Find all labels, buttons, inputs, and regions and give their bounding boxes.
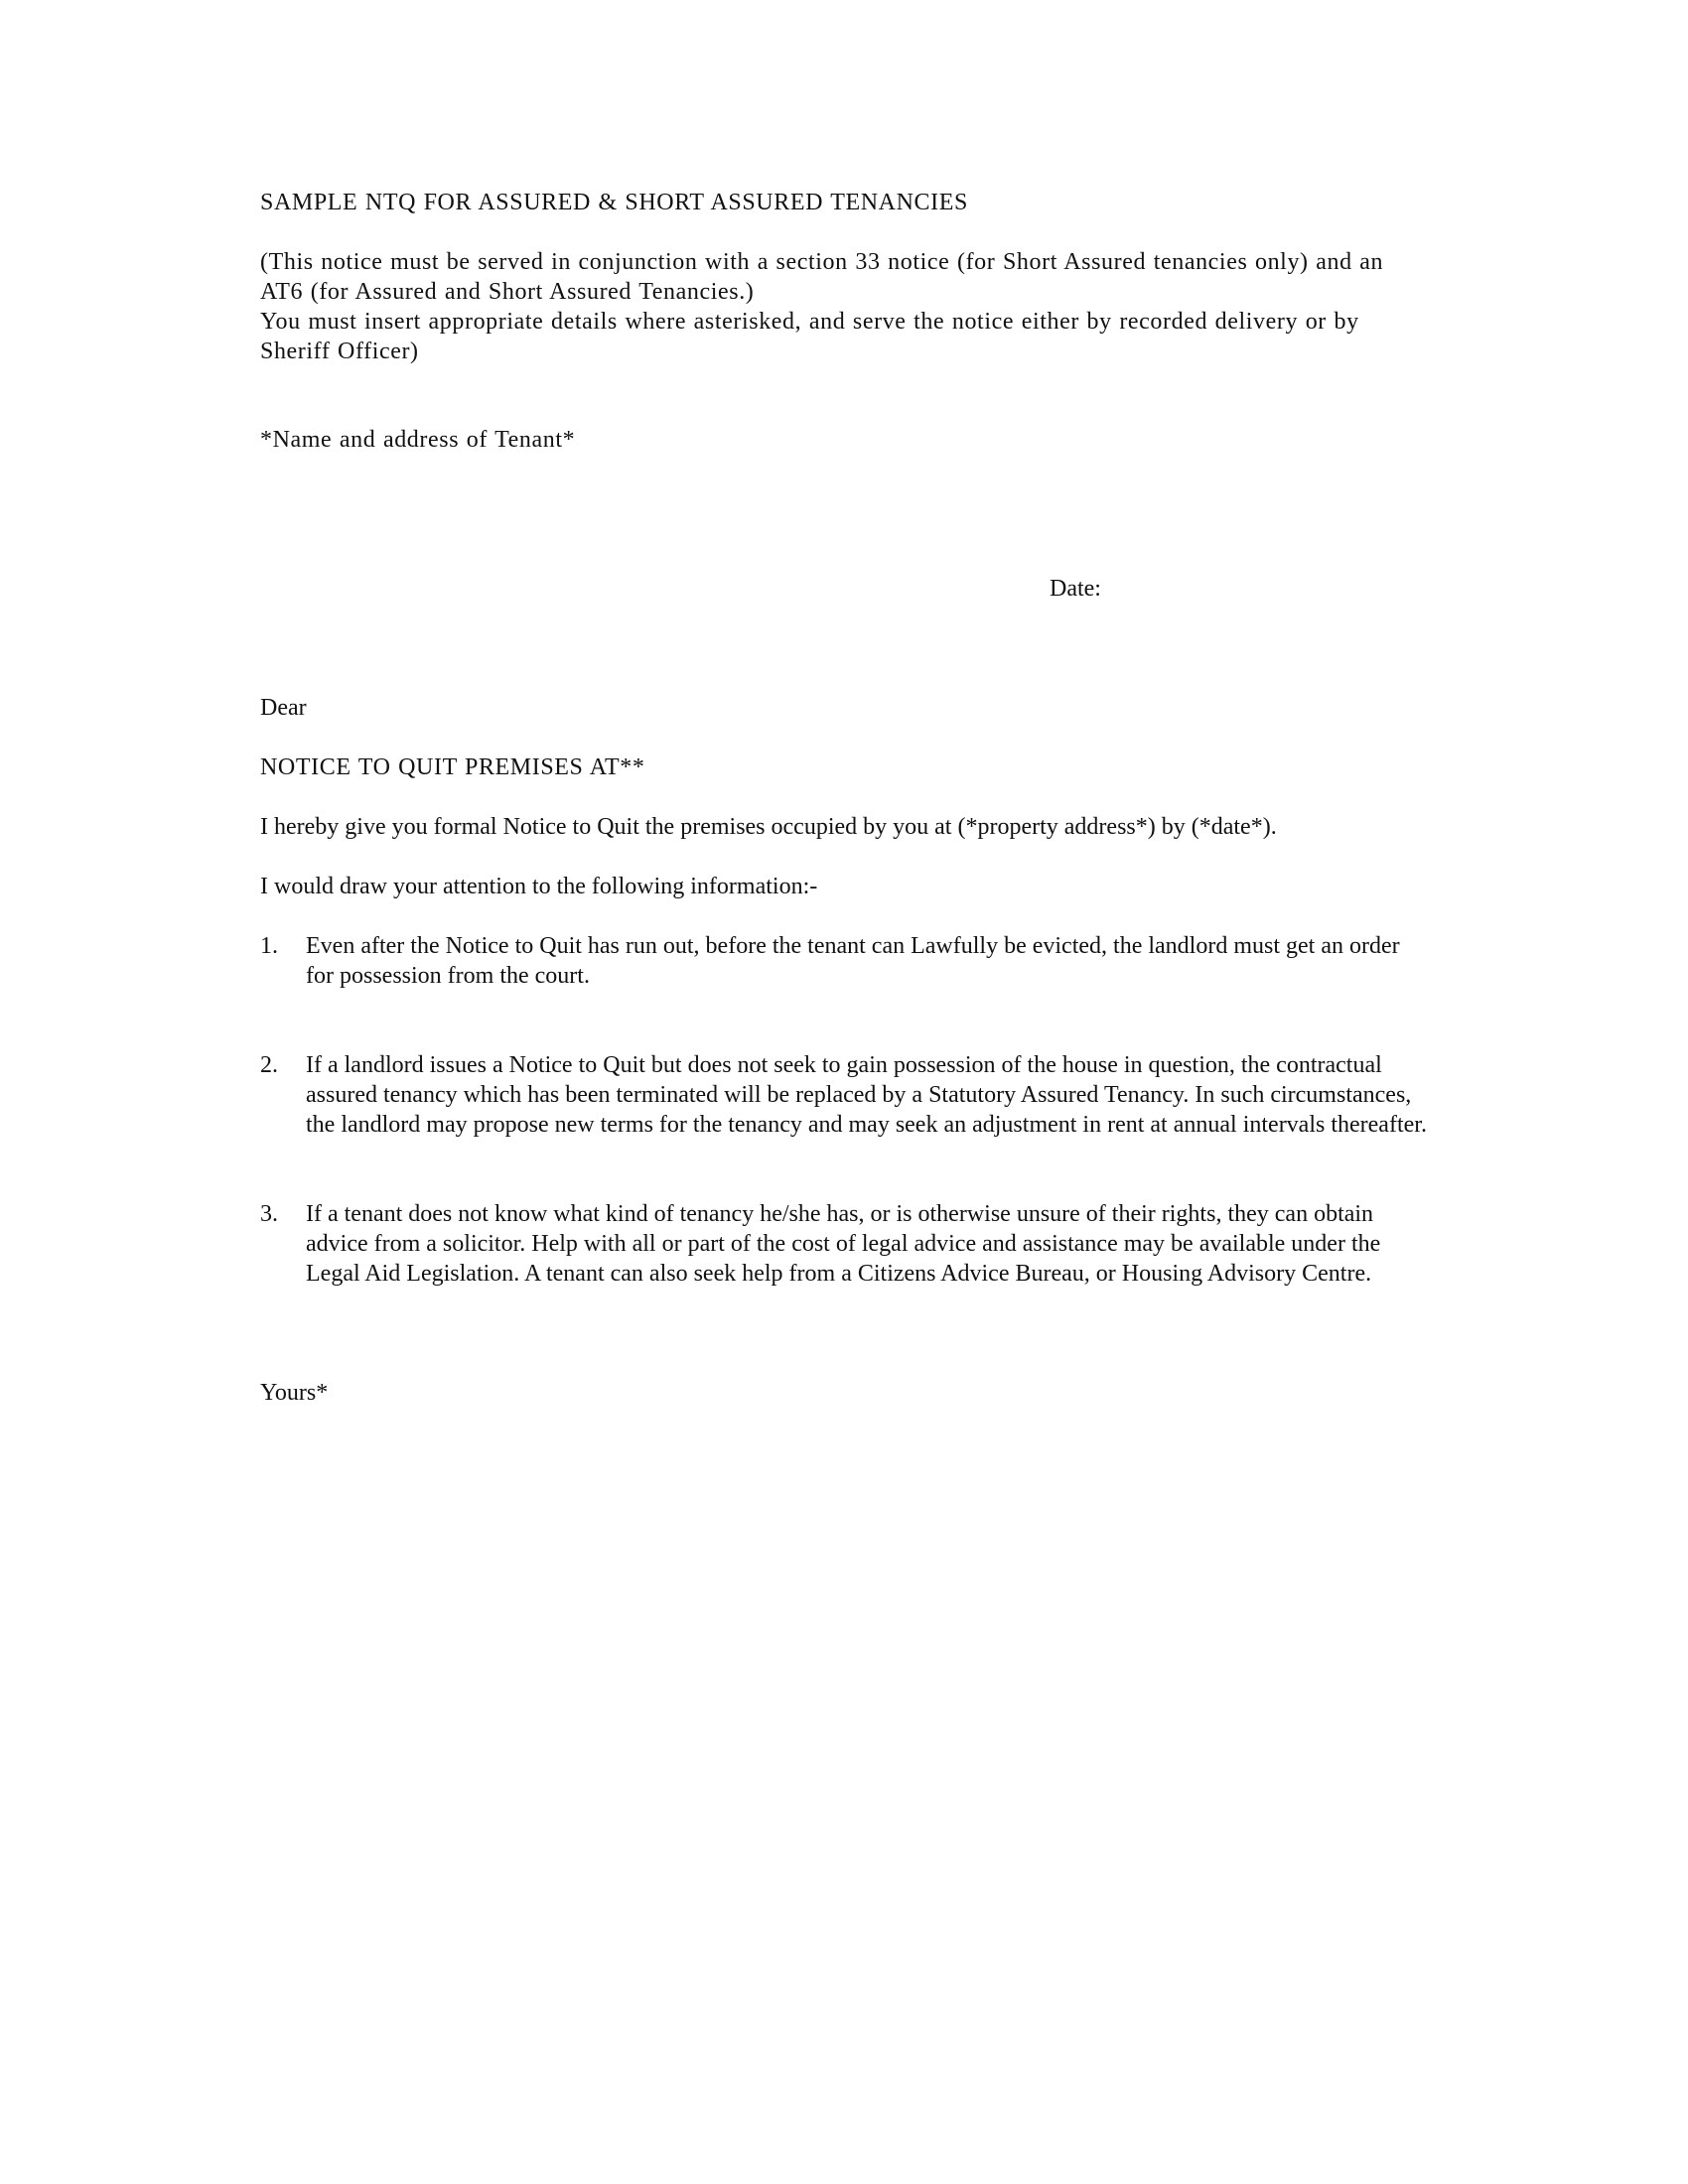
instructions-line-1: (This notice must be served in conjunction with a section 33 notice (for Short Assured tenancies only) and an AT6 (for Assured and Short Assured Tenancies.) <box>260 249 1384 305</box>
salutation: Dear <box>260 695 307 721</box>
notice-heading: NOTICE TO QUIT PREMISES AT** <box>260 754 645 780</box>
date-label: Date: <box>1050 576 1101 602</box>
list-item-number: 1. <box>260 933 278 959</box>
list-item <box>260 1199 1432 1289</box>
notice-paragraph: I hereby give you formal Notice to Quit the premises occupied by you at (*property address*) by (*date*). <box>260 814 1277 840</box>
list-item <box>260 1050 1432 1140</box>
instructions-line-2: You must insert appropriate details where asterisked, and serve the notice either by recorded delivery or by Sheriff Officer) <box>260 309 1359 364</box>
list-item-text: If a tenant does not know what kind of tenancy he/she has, or is otherwise unsure of their rights, they can obtain advice from a solicitor. Help with all or part of the cost of legal advice and assistance may be available under the Legal Aid Legislation. A tenant can also seek help from a Citizens Advice Bureau, or Housing Advisory Centre. <box>306 1201 1381 1287</box>
list-item-number: 2. <box>260 1052 278 1078</box>
attention-paragraph: I would draw your attention to the following information:- <box>260 874 818 899</box>
instructions-block <box>260 247 1432 366</box>
list-item-number: 3. <box>260 1201 278 1227</box>
closing-signoff: Yours* <box>260 1380 329 1406</box>
list-item-text: If a landlord issues a Notice to Quit but does not seek to gain possession of the house in question, the contractual assured tenancy which has been terminated will be replaced by a Statutory Assured Tenancy. In such circumstances, the landlord may propose new terms for the tenancy and may seek an adjustment in rent at annual intervals thereafter. <box>306 1052 1427 1138</box>
list-item <box>260 931 1432 991</box>
tenant-name-address-placeholder: *Name and address of Tenant* <box>260 427 576 453</box>
document-title: SAMPLE NTQ FOR ASSURED & SHORT ASSURED TENANCIES <box>260 190 968 215</box>
list-item-text: Even after the Notice to Quit has run out, before the tenant can Lawfully be evicted, the landlord must get an order for possession from the court. <box>306 933 1400 989</box>
